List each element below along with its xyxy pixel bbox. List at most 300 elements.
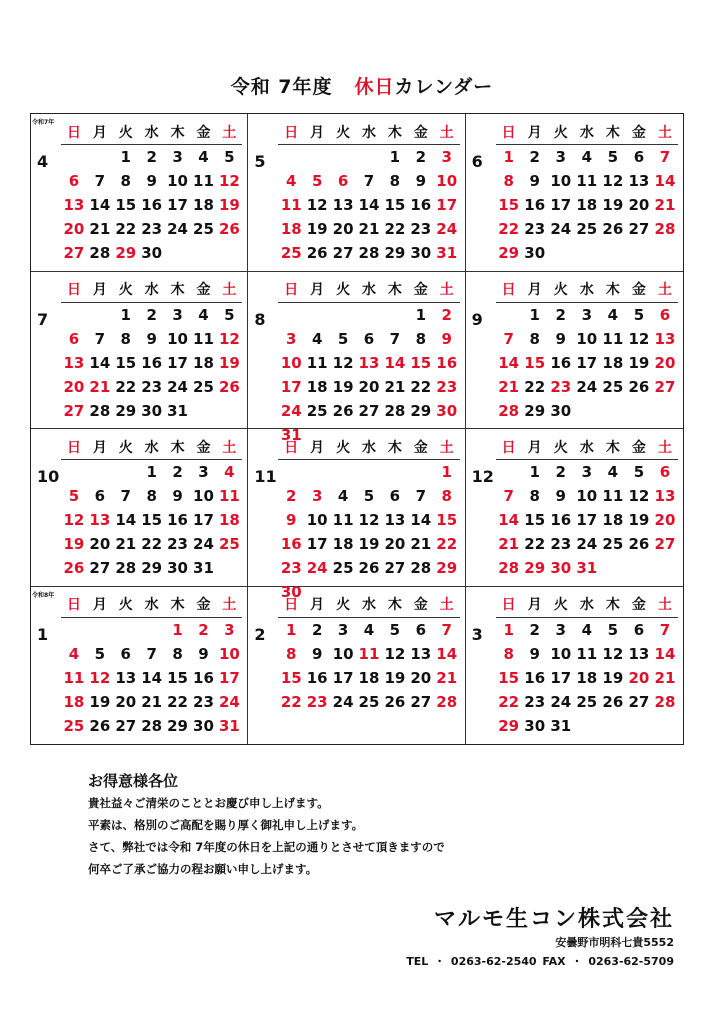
day-cell: 30 xyxy=(193,716,214,735)
day-cell: 12 xyxy=(628,487,650,505)
day-cell: 4 xyxy=(607,463,619,481)
weekday-header: 土 xyxy=(439,282,454,298)
weekday-header: 土 xyxy=(222,282,237,298)
day-cell: 3 xyxy=(581,463,593,481)
day-cell: 25 xyxy=(193,377,214,396)
day-cell: 2 xyxy=(555,305,566,324)
day-cell: 12 xyxy=(218,329,240,348)
title-highlight: 休日 xyxy=(354,76,395,98)
day-cell: 2 xyxy=(311,620,323,639)
month-number: 11 xyxy=(254,467,277,486)
day-cell: 30 xyxy=(550,559,572,577)
weekday-header: 日 xyxy=(501,597,516,613)
day-cell: 19 xyxy=(628,353,650,372)
month-number: 10 xyxy=(37,467,60,486)
day-cell: 6 xyxy=(633,620,645,639)
day-cell: 31 xyxy=(193,559,214,577)
day-cell: 4 xyxy=(286,172,297,190)
day-cell: 10 xyxy=(550,644,572,663)
day-cell: 12 xyxy=(384,644,406,663)
day-cell: 9 xyxy=(146,172,157,190)
greeting-line: 貴社益々ご清栄のこととお慶び申し上げます。 xyxy=(88,796,329,810)
day-cell: 16 xyxy=(141,353,163,372)
day-cell: 22 xyxy=(167,692,188,711)
day-cell: 5 xyxy=(224,148,235,166)
era-label: 令和8年 xyxy=(32,591,55,599)
day-cell: 3 xyxy=(172,305,183,324)
day-cell: 28 xyxy=(358,244,380,262)
month-block xyxy=(248,114,465,272)
day-cell: 4 xyxy=(581,620,593,639)
day-cell: 1 xyxy=(415,305,427,324)
day-cell: 23 xyxy=(280,559,302,577)
day-cell: 13 xyxy=(63,196,85,214)
day-cell: 7 xyxy=(415,487,427,505)
day-cell: 29 xyxy=(167,716,188,735)
day-cell: 18 xyxy=(602,511,624,529)
day-cell: 29 xyxy=(410,401,432,420)
day-cell: 8 xyxy=(529,487,540,505)
day-cell: 6 xyxy=(68,172,80,190)
weekday-header: 月 xyxy=(310,124,325,141)
day-cell: 23 xyxy=(410,220,432,238)
day-cell: 20 xyxy=(115,692,137,711)
month-block xyxy=(31,429,248,587)
day-cell: 9 xyxy=(146,329,157,348)
day-cell: 15 xyxy=(498,196,520,214)
day-cell: 31 xyxy=(167,401,188,420)
day-cell: 10 xyxy=(332,644,354,663)
weekday-header: 月 xyxy=(527,124,542,141)
day-cell: 22 xyxy=(280,692,302,711)
day-cell: 19 xyxy=(332,377,354,396)
day-cell: 9 xyxy=(555,487,566,505)
day-cell: 7 xyxy=(503,329,514,348)
day-cell: 3 xyxy=(555,620,566,639)
day-cell: 15 xyxy=(410,353,432,372)
weekday-header: 金 xyxy=(413,282,428,298)
day-cell: 25 xyxy=(602,377,624,396)
day-cell: 17 xyxy=(306,535,328,553)
month-block xyxy=(31,114,248,272)
day-cell: 24 xyxy=(280,401,302,420)
weekday-header: 日 xyxy=(66,597,81,613)
day-cell: 15 xyxy=(436,511,458,529)
day-cell: 27 xyxy=(628,692,650,711)
day-cell: 8 xyxy=(529,329,540,348)
day-cell: 20 xyxy=(410,668,432,687)
day-cell: 31 xyxy=(550,716,572,735)
day-cell: 27 xyxy=(358,401,380,420)
day-cell: 12 xyxy=(63,511,85,529)
month-number: 1 xyxy=(37,624,49,644)
weekday-header: 水 xyxy=(144,124,159,141)
day-cell: 19 xyxy=(89,692,111,711)
day-cell: 12 xyxy=(628,329,650,348)
weekday-header: 日 xyxy=(501,124,516,141)
day-cell: 30 xyxy=(141,244,163,262)
day-cell: 24 xyxy=(306,559,328,577)
weekday-header: 木 xyxy=(387,282,402,298)
day-cell: 1 xyxy=(286,620,297,639)
day-cell: 10 xyxy=(306,511,328,529)
weekday-header: 水 xyxy=(579,124,594,141)
day-cell: 7 xyxy=(441,620,452,639)
day-cell: 14 xyxy=(654,644,676,663)
day-cell: 23 xyxy=(141,220,163,238)
day-cell: 16 xyxy=(141,196,163,214)
day-cell: 11 xyxy=(218,487,240,505)
day-cell: 4 xyxy=(607,305,619,324)
day-cell: 1 xyxy=(120,305,131,324)
day-cell: 16 xyxy=(436,353,458,372)
day-cell: 14 xyxy=(498,353,520,372)
day-cell: 5 xyxy=(311,172,323,190)
weekday-header: 火 xyxy=(553,124,568,141)
day-cell: 3 xyxy=(581,305,593,324)
day-cell: 13 xyxy=(63,353,85,372)
weekday-header: 火 xyxy=(118,124,133,141)
day-cell: 24 xyxy=(436,220,458,238)
day-cell: 13 xyxy=(654,487,676,505)
day-cell: 23 xyxy=(306,692,328,711)
day-cell: 4 xyxy=(198,148,209,166)
title-main: 令和 7年度 xyxy=(230,76,333,98)
greeting-line: 何卒ご了承ご協力の程お願い申し上げます。 xyxy=(88,862,318,876)
day-cell: 4 xyxy=(581,148,593,166)
weekday-header: 月 xyxy=(310,439,325,456)
day-cell: 4 xyxy=(337,487,349,505)
weekday-header: 土 xyxy=(439,439,454,456)
weekday-header: 金 xyxy=(196,439,211,456)
day-cell: 25 xyxy=(306,401,328,420)
day-cell: 11 xyxy=(602,329,624,348)
day-cell: 2 xyxy=(555,463,566,481)
day-cell: 26 xyxy=(628,377,650,396)
month-number: 9 xyxy=(471,309,483,329)
weekday-header: 木 xyxy=(387,439,402,456)
day-cell: 29 xyxy=(115,244,137,262)
weekday-header: 火 xyxy=(336,597,351,613)
day-cell: 4 xyxy=(311,329,323,348)
weekday-header: 水 xyxy=(579,439,594,456)
day-cell: 10 xyxy=(436,172,458,190)
weekday-header: 金 xyxy=(196,282,211,298)
greeting-block xyxy=(88,770,445,880)
day-cell: 2 xyxy=(146,148,157,166)
day-cell: 1 xyxy=(120,148,131,166)
weekday-header: 木 xyxy=(387,597,402,613)
day-cell: 2 xyxy=(415,148,427,166)
day-cell: 27 xyxy=(89,559,111,577)
day-cell: 17 xyxy=(167,353,188,372)
day-cell: 2 xyxy=(529,148,540,166)
month-block xyxy=(248,587,465,745)
day-cell: 1 xyxy=(172,620,183,639)
day-cell: 24 xyxy=(193,535,214,553)
day-cell: 19 xyxy=(358,535,380,553)
day-cell: 21 xyxy=(89,377,111,396)
day-cell: 31 xyxy=(280,425,302,444)
weekday-header: 土 xyxy=(439,124,454,141)
day-cell: 15 xyxy=(115,353,137,372)
day-cell: 24 xyxy=(167,377,188,396)
day-cell: 7 xyxy=(503,487,514,505)
day-cell: 28 xyxy=(89,401,111,420)
weekday-header: 金 xyxy=(413,439,428,456)
month-block xyxy=(466,114,683,272)
day-cell: 3 xyxy=(311,487,323,505)
weekday-header: 木 xyxy=(605,439,620,456)
day-cell: 17 xyxy=(167,196,188,214)
greeting-title: お得意様各位 xyxy=(88,772,179,790)
day-cell: 10 xyxy=(167,172,188,190)
day-cell: 18 xyxy=(218,511,240,529)
day-cell: 19 xyxy=(628,511,650,529)
day-cell: 23 xyxy=(550,377,572,396)
day-cell: 16 xyxy=(550,511,572,529)
weekday-header: 火 xyxy=(118,439,133,456)
day-cell: 2 xyxy=(286,487,297,505)
day-cell: 9 xyxy=(555,329,566,348)
day-cell: 13 xyxy=(410,644,432,663)
day-cell: 23 xyxy=(524,220,546,238)
day-cell: 3 xyxy=(337,620,349,639)
day-cell: 6 xyxy=(120,644,131,663)
day-cell: 25 xyxy=(602,535,624,553)
day-cell: 12 xyxy=(218,172,240,190)
day-cell: 27 xyxy=(410,692,432,711)
weekday-header: 日 xyxy=(501,439,516,456)
day-cell: 24 xyxy=(576,535,598,553)
day-cell: 10 xyxy=(576,487,598,505)
weekday-header: 日 xyxy=(66,282,81,298)
day-cell: 14 xyxy=(141,668,163,687)
day-cell: 20 xyxy=(628,668,650,687)
month-block xyxy=(466,429,683,587)
day-cell: 25 xyxy=(193,220,214,238)
day-cell: 12 xyxy=(332,353,354,372)
day-cell: 13 xyxy=(358,353,380,372)
weekday-header: 木 xyxy=(605,597,620,613)
day-cell: 4 xyxy=(363,620,375,639)
day-cell: 21 xyxy=(654,196,676,214)
day-cell: 24 xyxy=(550,692,572,711)
day-cell: 18 xyxy=(193,196,214,214)
weekday-header: 金 xyxy=(631,282,646,298)
day-cell: 13 xyxy=(89,511,111,529)
weekday-header: 日 xyxy=(284,124,299,141)
day-cell: 25 xyxy=(218,535,240,553)
weekday-header: 日 xyxy=(284,597,299,613)
day-cell: 7 xyxy=(94,172,106,190)
day-cell: 1 xyxy=(529,305,540,324)
day-cell: 3 xyxy=(172,148,183,166)
day-cell: 19 xyxy=(306,220,328,238)
day-cell: 26 xyxy=(602,692,624,711)
weekday-header: 水 xyxy=(361,439,376,456)
day-cell: 22 xyxy=(498,692,520,711)
day-cell: 17 xyxy=(550,196,572,214)
day-cell: 20 xyxy=(384,535,406,553)
day-cell: 16 xyxy=(550,353,572,372)
day-cell: 29 xyxy=(498,716,520,735)
day-cell: 16 xyxy=(524,196,546,214)
greeting-line: さて、弊社では令和 7年度の休日を上記の通りとさせて頂きますので xyxy=(88,840,445,854)
day-cell: 25 xyxy=(63,716,85,735)
day-cell: 11 xyxy=(63,668,85,687)
day-cell: 1 xyxy=(441,463,452,481)
day-cell: 11 xyxy=(193,172,214,190)
day-cell: 24 xyxy=(167,220,188,238)
day-cell: 6 xyxy=(389,487,401,505)
day-cell: 5 xyxy=(389,620,401,639)
title-rest: カレンダー xyxy=(394,76,494,98)
day-cell: 15 xyxy=(498,668,520,687)
day-cell: 10 xyxy=(167,329,188,348)
day-cell: 21 xyxy=(654,668,676,687)
day-cell: 17 xyxy=(576,511,598,529)
weekday-header: 火 xyxy=(553,439,568,456)
day-cell: 5 xyxy=(94,644,106,663)
day-cell: 14 xyxy=(358,196,380,214)
day-cell: 10 xyxy=(576,329,598,348)
day-cell: 24 xyxy=(332,692,354,711)
weekday-header: 木 xyxy=(387,124,402,141)
day-cell: 4 xyxy=(198,305,209,324)
day-cell: 26 xyxy=(63,559,85,577)
day-cell: 7 xyxy=(120,487,131,505)
day-cell: 20 xyxy=(89,535,111,553)
weekday-header: 水 xyxy=(144,597,159,613)
day-cell: 22 xyxy=(524,535,546,553)
company-address: 安曇野市明科七貴5552 xyxy=(555,936,674,949)
day-cell: 11 xyxy=(576,644,598,663)
day-cell: 28 xyxy=(654,220,676,238)
weekday-header: 水 xyxy=(361,597,376,613)
day-cell: 18 xyxy=(306,377,328,396)
day-cell: 5 xyxy=(68,487,80,505)
day-cell: 12 xyxy=(306,196,328,214)
weekday-header: 土 xyxy=(657,282,672,298)
day-cell: 12 xyxy=(602,172,624,190)
weekday-header: 土 xyxy=(657,124,672,141)
day-cell: 2 xyxy=(172,463,183,481)
day-cell: 17 xyxy=(332,668,354,687)
day-cell: 18 xyxy=(602,353,624,372)
day-cell: 29 xyxy=(498,244,520,262)
weekday-header: 月 xyxy=(92,124,107,141)
day-cell: 15 xyxy=(115,196,137,214)
page-title xyxy=(0,72,724,99)
weekday-header: 火 xyxy=(118,282,133,298)
weekday-header: 金 xyxy=(631,439,646,456)
day-cell: 29 xyxy=(524,559,546,577)
day-cell: 10 xyxy=(218,644,240,663)
day-cell: 21 xyxy=(410,535,432,553)
weekday-header: 月 xyxy=(527,597,542,613)
day-cell: 5 xyxy=(363,487,375,505)
day-cell: 9 xyxy=(529,644,540,663)
month-number: 6 xyxy=(471,152,483,171)
day-cell: 2 xyxy=(441,305,452,324)
weekday-header: 水 xyxy=(579,282,594,298)
day-cell: 23 xyxy=(436,377,458,396)
weekday-header: 金 xyxy=(631,597,646,613)
weekday-header: 木 xyxy=(170,597,185,613)
day-cell: 8 xyxy=(120,172,131,190)
day-cell: 17 xyxy=(280,377,302,396)
day-cell: 22 xyxy=(410,377,432,396)
day-cell: 28 xyxy=(498,401,520,420)
day-cell: 4 xyxy=(68,644,80,663)
day-cell: 18 xyxy=(63,692,85,711)
greeting-line: 平素は、格別のご高配を賜り厚く御礼申し上げます。 xyxy=(88,818,364,832)
day-cell: 26 xyxy=(384,692,406,711)
day-cell: 17 xyxy=(218,668,240,687)
day-cell: 11 xyxy=(193,329,214,348)
month-block xyxy=(31,587,248,745)
day-cell: 19 xyxy=(218,196,240,214)
weekday-header: 金 xyxy=(413,597,428,613)
day-cell: 21 xyxy=(498,377,520,396)
weekday-header: 水 xyxy=(579,597,594,613)
month-number: 3 xyxy=(471,624,483,644)
weekday-header: 月 xyxy=(310,597,325,613)
day-cell: 9 xyxy=(286,511,297,529)
day-cell: 9 xyxy=(529,172,540,190)
day-cell: 30 xyxy=(410,244,432,262)
day-cell: 26 xyxy=(218,220,240,238)
day-cell: 8 xyxy=(286,644,297,663)
day-cell: 21 xyxy=(384,377,406,396)
day-cell: 16 xyxy=(167,511,188,529)
day-cell: 28 xyxy=(141,716,163,735)
day-cell: 28 xyxy=(115,559,137,577)
day-cell: 2 xyxy=(146,305,157,324)
day-cell: 9 xyxy=(415,172,427,190)
day-cell: 2 xyxy=(529,620,540,639)
day-cell: 23 xyxy=(550,535,572,553)
day-cell: 15 xyxy=(524,511,546,529)
day-cell: 20 xyxy=(358,377,380,396)
day-cell: 5 xyxy=(607,148,619,166)
weekday-header: 土 xyxy=(657,597,672,613)
day-cell: 16 xyxy=(410,196,432,214)
weekday-header: 日 xyxy=(501,282,516,298)
weekday-header: 土 xyxy=(222,124,237,141)
weekday-header: 月 xyxy=(92,439,107,456)
day-cell: 30 xyxy=(280,583,302,601)
day-cell: 3 xyxy=(224,620,235,639)
day-cell: 15 xyxy=(167,668,188,687)
day-cell: 10 xyxy=(280,353,302,372)
day-cell: 6 xyxy=(94,487,106,505)
day-cell: 15 xyxy=(524,353,546,372)
weekday-header: 水 xyxy=(361,124,376,141)
day-cell: 13 xyxy=(384,511,406,529)
day-cell: 20 xyxy=(654,511,676,529)
day-cell: 31 xyxy=(218,716,240,735)
day-cell: 28 xyxy=(89,244,111,262)
day-cell: 10 xyxy=(550,172,572,190)
day-cell: 26 xyxy=(306,244,328,262)
month-number: 12 xyxy=(471,467,494,486)
day-cell: 6 xyxy=(659,305,671,324)
weekday-header: 金 xyxy=(196,124,211,141)
day-cell: 22 xyxy=(524,377,546,396)
weekday-header: 木 xyxy=(170,124,185,141)
